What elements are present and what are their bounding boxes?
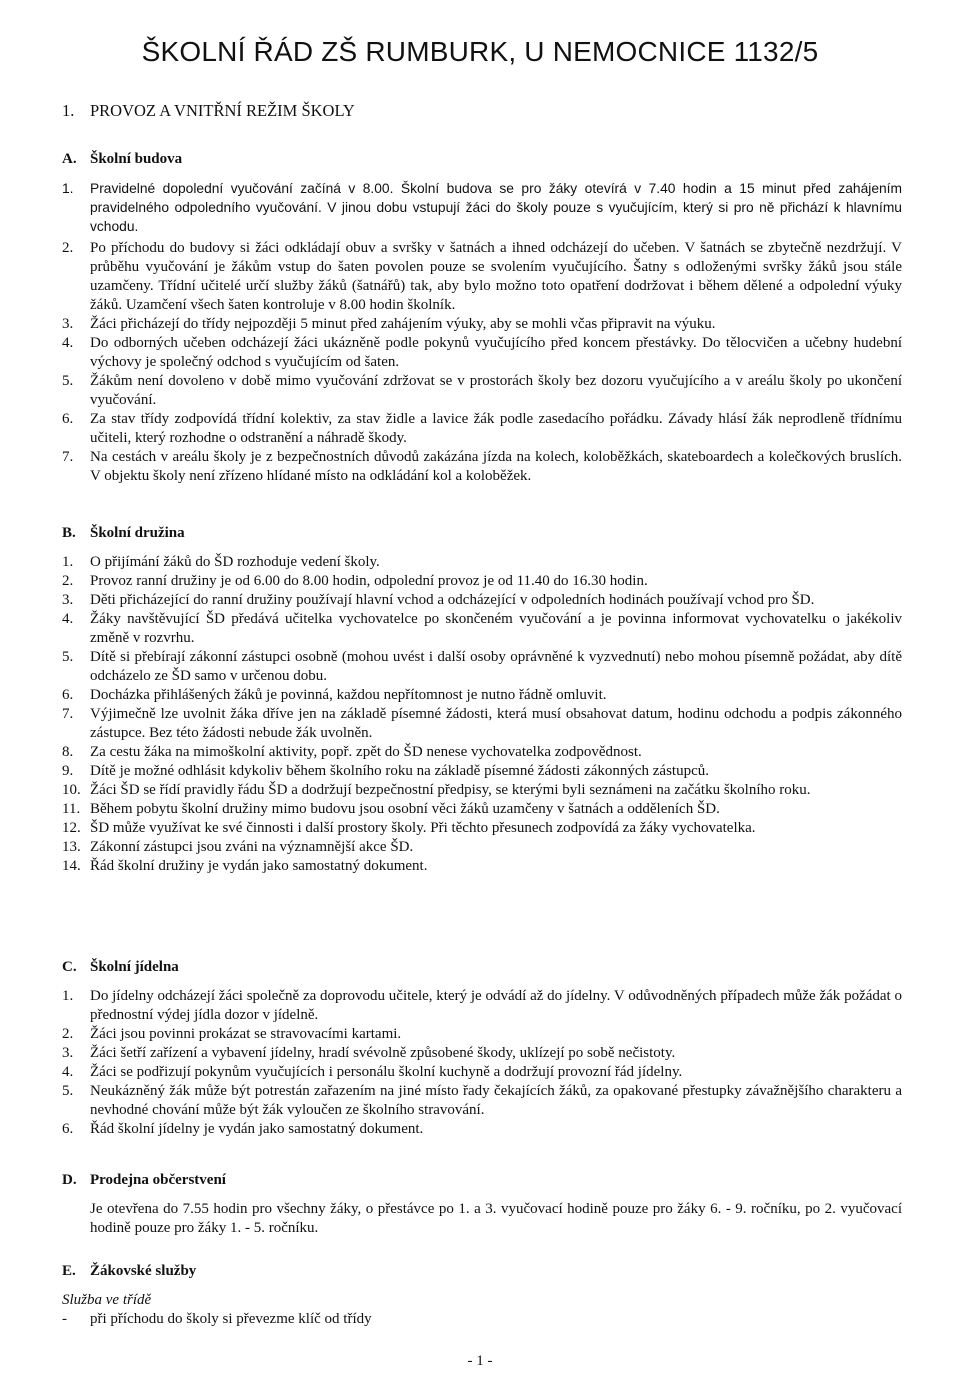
list-item: 1. Pravidelné dopolední vyučování začíná v 8.00. Školní budova se pro žáky otevírá v 7.40 hodin a 15 minut před zahájením pravidelného odpoledního vyučování. V jinou dobu vstupují žáci do školy pouze s vyučujícím, který si pro ně přichází k hlavnímu vchodu. <box>62 181 902 234</box>
list-item: 6. Řád školní jídelny je vydán jako samostatný dokument. <box>62 1121 424 1137</box>
section-c <box>62 958 902 1139</box>
chapter-number: 1. <box>62 101 75 120</box>
list-item: 4. Do odborných učeben odcházejí žáci ukázněně podle pokynů vyučujícího před koncem přestávky. Do tělocvičen a učebny hudební výchovy je společný odchod s vyučujícím od šaten. <box>62 335 902 370</box>
section-e-heading: E. Žákovské služby <box>62 1263 197 1279</box>
list-item: 3. Děti přicházející do ranní družiny používají hlavní vchod a odcházející v odpoledních hodinách používají vchod pro ŠD. <box>62 592 815 608</box>
page-number: - 1 - <box>467 1353 493 1369</box>
list-item: 12. ŠD může využívat ke své činnosti i další prostory školy. Při těchto přesunech zodpovídá za žáky vychovatelka. <box>62 820 756 836</box>
section-b-heading: B. Školní družina <box>62 525 185 541</box>
list-item: 3. Žáci šetří zařízení a vybavení jídelny, hradí svévolně způsobené škody, uklízejí po sobě nečistoty. <box>62 1045 676 1061</box>
list-item: 5. Dítě si přebírají zákonní zástupci osobně (mohou uvést i další osoby oprávněné k vyzvednutí) nebo mohou písemně požádat, aby dítě odcházelo ze ŠD samo v určenou dobu. <box>62 649 902 684</box>
section-a-heading: A. Školní budova <box>62 151 183 167</box>
document-title: ŠKOLNÍ ŘÁD ZŠ RUMBURK, U NEMOCNICE 1132/5 <box>141 36 819 67</box>
list-item: 7. Na cestách v areálu školy je z bezpečnostních důvodů zakázána jízda na kolech, koloběžkách, skateboardech a kolečkových bruslích. V objektu školy není zřízeno hlídané místo na odkládání kol a koloběžek. <box>62 449 902 484</box>
section-d-text: Je otevřena do 7.55 hodin pro všechny žáky, o přestávce po 1. a 3. vyučovací hodině pouze pro žáky 6. - 9. ročníku, po 2. vyučovací hodině pouze pro žáky 1. - 5. ročníku. <box>90 1201 902 1236</box>
list-item: 11. Během pobytu školní družiny mimo budovu jsou osobní věci žáků uzamčeny v šatnách a odděleních ŠD. <box>62 801 720 817</box>
list-item: 7. Výjimečně lze uvolnit žáka dříve jen na základě písemné žádosti, která musí obsahovat datum, hodinu odchodu a podpis zákonného zástupce. Bez této žádosti nebude žák uvolněn. <box>62 706 902 741</box>
section-d-heading: D. Prodejna občerstvení <box>62 1172 226 1188</box>
list-item: 2. Provoz ranní družiny je od 6.00 do 8.00 hodin, odpolední provoz je od 11.40 do 16.30 hodin. <box>62 573 648 589</box>
list-item: 14. Řád školní družiny je vydán jako samostatný dokument. <box>62 858 428 874</box>
section-d <box>62 1171 902 1238</box>
list-item: - při příchodu do školy si převezme klíč od třídy <box>62 1311 372 1327</box>
list-item: 1. Do jídelny odcházejí žáci společně za doprovodu učitele, který je odvádí až do jídelny. V odůvodněných případech může žák požádat o přednostní výdej jídla dozor v jídelně. <box>62 988 902 1023</box>
list-item: 8. Za cestu žáka na mimoškolní aktivity, popř. zpět do ŠD nenese vychovatelka zodpovědnost. <box>62 744 642 760</box>
chapter-label: PROVOZ A VNITŘNÍ REŽIM ŠKOLY <box>90 101 355 120</box>
section-e-subtitle: Služba ve třídě <box>62 1292 152 1308</box>
list-item: 1. O přijímání žáků do ŠD rozhoduje vedení školy. <box>62 554 380 570</box>
list-item: 5. Neukázněný žák může být potrestán zařazením na jiné místo řady čekajících žáků, za opakované přestupky závažnějšího charakteru a nevhodné chování může být žák vyloučen ze školního stravování. <box>62 1083 902 1118</box>
list-item: 9. Dítě je možné odhlásit kdykoliv během školního roku na základě písemné žádosti zákonných zástupců. <box>62 763 709 779</box>
list-item: 6. Za stav třídy zodpovídá třídní kolektiv, za stav židle a lavice žák podle zasedacího pořádku. Závady hlásí žák neprodleně třídnímu učiteli, který rozhodne o odstranění a náhradě škody. <box>62 411 902 446</box>
list-item: 6. Docházka přihlášených žáků je povinná, každou nepřítomnost je nutno řádně omluvit. <box>62 687 607 703</box>
list-item: 4. Žáky navštěvující ŠD předává učitelka vychovatelce po skončeném vyučování a je povinna informovat vychovatelku o jakékoliv změně v rozvrhu. <box>62 611 902 646</box>
list-item: 2. Žáci jsou povinni prokázat se stravovacími kartami. <box>62 1026 402 1042</box>
section-a <box>62 150 902 486</box>
list-item: 10. Žáci ŠD se řídí pravidly řádu ŠD a dodržují bezpečnostní předpisy, se kterými byli seznámeni na začátku školního roku. <box>62 782 811 798</box>
list-item: 13. Zákonní zástupci jsou zváni na významnější akce ŠD. <box>62 839 414 855</box>
list-item: 5. Žákům není dovoleno v době mimo vyučování zdržovat se v prostorách školy bez dozoru vyučujícího a v areálu školy po ukončení vyučování. <box>62 373 902 408</box>
chapter-heading <box>62 101 902 120</box>
section-c-heading: C. Školní jídelna <box>62 959 179 975</box>
section-b <box>62 524 902 876</box>
section-e <box>62 1262 902 1329</box>
list-item: 4. Žáci se podřizují pokynům vyučujících i personálu školní kuchyně a dodržují provozní řád jídelny. <box>62 1064 683 1080</box>
list-item: 3. Žáci přicházejí do třídy nejpozději 5 minut před zahájením výuky, aby se mohli včas připravit na výuku. <box>62 316 716 332</box>
list-item: 2. Po příchodu do budovy si žáci odkládají obuv a svršky v šatnách a ihned odcházejí do učeben. V šatnách se zbytečně nezdržují. V průběhu vyučování je žákům vstup do šaten povolen pouze se svolením vyučujícího. Šatny s odloženými svršky žáků jsou stále uzamčeny. Třídní učitelé určí služby žáků (šatnářů) tak, aby bylo možno toto opatření dodržovat i během dělené a odpolední výuky žáků. Uzamčení všech šaten kontroluje v 8.00 hodin školník. <box>62 240 902 313</box>
